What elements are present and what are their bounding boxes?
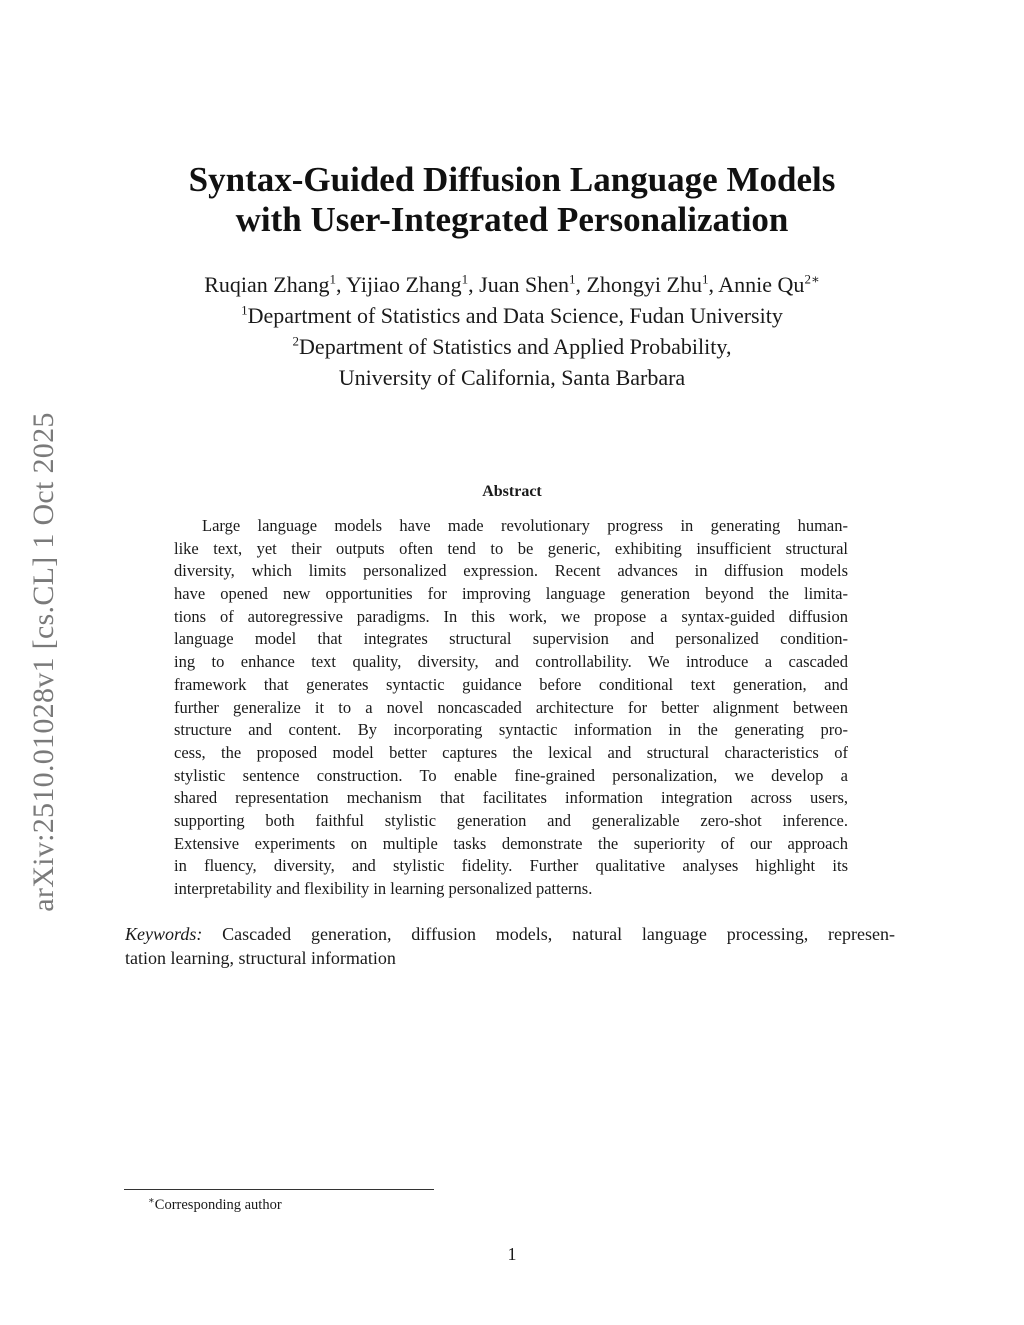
- abstract-line: language model that integrates structural supervision and personalized condition-: [174, 629, 848, 649]
- abstract-line: Large language models have made revolutionary progress in generating human-: [202, 516, 848, 535]
- author-name: Yijiao Zhang: [346, 272, 462, 297]
- keywords-text: Cascaded generation, diffusion models, natural language processing, represen-: [222, 924, 895, 944]
- abstract-heading: Abstract: [482, 483, 542, 500]
- abstract-line: stylistic sentence construction. To enable fine-grained personalization, we develop a: [174, 765, 848, 785]
- paper-title: [112, 160, 912, 240]
- abstract-line: shared representation mechanism that facilitates information integration across users,: [174, 788, 848, 808]
- author-name: Juan Shen: [479, 272, 569, 297]
- abstract-line: cess, the proposed model better captures the lexical and structural characteristics of: [174, 742, 848, 762]
- footnote-text: Corresponding author: [154, 1197, 282, 1213]
- author-affiliation-mark: 1: [461, 271, 469, 287]
- footnote-divider: [124, 1189, 434, 1190]
- affiliation-mark: 2: [292, 333, 300, 349]
- abstract-line: structure and content. By incorporating syntactic information in the generating pro-: [174, 720, 848, 740]
- author-name: Zhongyi Zhu: [586, 272, 702, 297]
- footnote: [148, 1196, 282, 1214]
- arxiv-identifier: arXiv:2510.01028v1 [cs.CL] 1 Oct 2025: [27, 412, 60, 912]
- abstract-line: diversity, which limits personalized expression. Recent advances in diffusion models: [174, 561, 848, 581]
- keywords-line-1: [125, 922, 895, 946]
- author-affiliation-mark: 1: [568, 271, 576, 287]
- author-affiliation-mark: 1: [329, 271, 336, 287]
- abstract-line: Extensive experiments on multiple tasks demonstrate the superiority of our approach: [174, 833, 848, 853]
- affiliation-mark: 1: [241, 302, 248, 318]
- abstract-line: interpretability and flexibility in learning personalized patterns.: [174, 879, 593, 898]
- title-line-1: Syntax-Guided Diffusion Language Models: [188, 160, 836, 199]
- abstract-line: tions of autoregressive paradigms. In this work, we propose a syntax-guided diffusion: [174, 606, 848, 626]
- abstract-line: further generalize it to a novel noncascaded architecture for better alignment between: [174, 697, 848, 717]
- keywords-line-2: tation learning, structural information: [125, 948, 396, 968]
- abstract-body: [174, 515, 848, 901]
- abstract-line: in fluency, diversity, and stylistic fidelity. Further qualitative analyses highlight its: [174, 856, 848, 876]
- author-list: Ruqian Zhang$^1$, Yijiao Zhang$^1$, Juan Shen$^1$, Zhongyi Zhu$^1$, Annie $Qu^{2∗}$: [204, 271, 820, 297]
- abstract-line: like text, yet their outputs often tend to be generic, exhibiting insufficient structural: [174, 538, 848, 558]
- author-name: Annie Qu: [718, 272, 805, 297]
- affiliation-2-continued: University of California, Santa Barbara: [338, 365, 686, 390]
- keywords-label: Keywords:: [125, 924, 203, 944]
- keywords-block: [125, 922, 895, 970]
- affiliation-text: Department of Statistics and Applied Probability,: [299, 334, 732, 359]
- title-line-2: with User-Integrated Personalization: [235, 200, 789, 239]
- abstract-line: framework that generates syntactic guidance before conditional text generation, and: [174, 674, 848, 694]
- author-name: Ruqian Zhang: [204, 272, 330, 297]
- author-affiliation-mark: 2∗: [804, 271, 820, 287]
- affiliation-2: [112, 331, 912, 362]
- author-block: [112, 269, 912, 393]
- page-number: 1: [507, 1244, 517, 1264]
- footnote-mark: ∗: [148, 1195, 155, 1207]
- abstract-line: ing to enhance text quality, diversity, and controllability. We introduce a cascaded: [174, 652, 848, 672]
- abstract-line: supporting both faithful stylistic generation and generalizable zero-shot inference.: [174, 810, 848, 830]
- author-affiliation-mark: 1: [701, 271, 709, 287]
- affiliation-1: [112, 300, 912, 331]
- affiliation-text: Department of Statistics and Data Science, Fudan University: [247, 303, 783, 328]
- abstract-line: have opened new opportunities for improving language generation beyond the limita-: [174, 584, 848, 604]
